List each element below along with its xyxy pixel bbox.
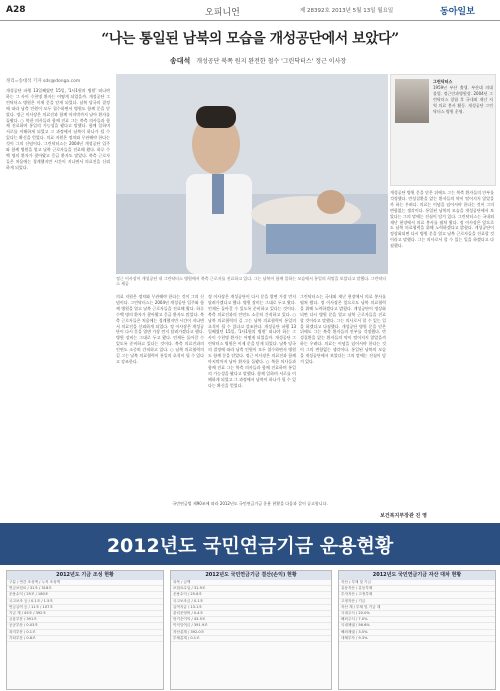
table-row: 기금 계 / 45조 / 392조 [7, 611, 163, 617]
article-column-2 [116, 294, 204, 496]
article-text: 의료 지원은 정치와 무관해야 한다는 것이 그의 신념이다. 그린닥터스는 2004년 개성공단 입주와 함께 병원을 열고 남북 근로자들을 진료해 왔다. 하루 수백 명의 환자가 찾아왔고 응급 환자도 많았다. 북측 근로자들은 처음에는 경계했지만 시간이 지나면서 의료진을 신뢰하게 되었다. [116, 294, 204, 329]
article-text: 개성공단 파행 13일째였던 15일, '1사1원의 병원' 떠나야 하는 그 사이 수천명 환자는 어떻게 되었을까. 개성공단 그린닥터스 병원은 이제 문을 닫게 되었다. 남북 당국의 결정에 따라 남측 인원이 모두 철수하면서 병원도 함께 문을 닫았다. 정근 이사장은 의료진과 함께 마지막까지 남아 환자를 돌봤다. ○ 북한 의사들과 함께 진료 그는 북측 의사들과 함께 진료하며 통일의 가능성을 봤다고 말했다. 함께 일하며 서로를 이해하게 되었고 그 과정에서 남북이 하나가 될 수 있다는 확신을 얻었다. [6, 88, 110, 141]
issue-info: 제 28392호 2013년 5월 13일 월요일 [300, 8, 394, 14]
table-row: 기타부문 / 0.8조 [7, 636, 163, 642]
banner-title: 2012년도 국민연금기금 운용현황 [106, 535, 394, 557]
table-row: 보험료수입 / 31.9조 [171, 586, 331, 592]
article-column-3 [208, 294, 296, 496]
table-row: 관리운영비 / 0.4조 [171, 611, 331, 617]
table-row: 과목 / 금액 [171, 580, 331, 586]
newspaper-logo: 동아일보 [440, 7, 475, 17]
reporter-credit: 정리=송대석 기자 sds@donga.com [6, 79, 81, 84]
table-row: 국내주식 / 20.0% [339, 611, 495, 617]
table-row: 금융부문 / 391조 [7, 617, 163, 623]
table-row: 대체투자 / 9.3% [339, 636, 495, 642]
photo-illustration [116, 74, 388, 274]
table-title: 2012년도 기금 조성 현황 [7, 571, 163, 580]
byline-name: 송대석 [170, 57, 191, 65]
table-row: 이익잉여금 / 391.9조 [171, 623, 331, 629]
table-row: 해외주식 / 7.0% [339, 617, 495, 623]
public-notice-text: 국민연금법 제90조에 따라 2012년도 국민연금기금 운용 현황을 다음과 같이 공고합니다. [172, 501, 328, 506]
table-row: 자산 / 부채 및 기금 [339, 580, 495, 586]
table-row: 국내채권 / 56.6% [339, 623, 495, 629]
table-row: 해외채권 / 3.5% [339, 630, 495, 636]
table-row: 자산 계 / 부채 및 기금 계 [339, 605, 495, 611]
table-row: 운용수익 / 25.6조 [171, 592, 331, 598]
notice-signer: 보건복지부장관 진 영 [380, 513, 427, 519]
article-text: 개성공단 병원 문을 닫은 뒤에도 그는 북측 환자들의 안부를 걱정했다. 만성질환을 앓는 환자들의 약이 떨어지지 않았을까 하는 우려다. 의료는 이념을 넘어서야 한다는 것이 그의 변함없는 생각이다. 통일된 남북의 모습을 개성공단에서 보았다는 그의 말에는 진심이 담겨 있다. [300, 323, 386, 364]
masthead [0, 0, 500, 21]
profile-text [433, 79, 493, 179]
table-row: 연금급여 등 / 11조 / 107조 [7, 605, 163, 611]
byline-subject: 개성공단 북쪽 원지 완전한 철수 '그린닥터스' 정근 이사장 [196, 58, 347, 65]
table-title: 2012년도 국민연금기금 결산(손익) 현황 [171, 571, 331, 580]
table-row: 유동자산 / 유동부채 [339, 586, 495, 592]
article-text: 개성공단 병원 문을 닫은 뒤에도 그는 북측 환자들의 안부를 걱정했다. 만성질환을 앓는 환자들의 약이 떨어지지 않았을까 하는 우려다. 의료는 이념을 넘어서야 한다는 것이 그의 변함없는 생각이다. 통일된 남북의 모습을 개성공단에서 보았다는 그의 말에는 진심이 담겨 있다. [390, 190, 494, 219]
interview-headline: “나는 통일된 남북의 모습을 개성공단에서 보았다” [101, 31, 399, 47]
profile-bio: 1959년 부산 출생. 부산대 의대 졸업. 정근안과병원장. 2004년 그린닥터스 창립 후 국내외 재난 지역 의료 봉사 활동. 개성공단 그린닥터스 병원 운영. [433, 84, 493, 114]
fund-table-1 [6, 570, 164, 690]
table-row: 구분 / 연간 조성액 / 누적 조성액 [7, 580, 163, 586]
table-row: 부채총계 / 0.1조 [171, 636, 331, 642]
table-row: 복지부문 / 0.1조 [7, 630, 163, 636]
article-text: 정 이사장은 개성공단이 다시 문을 열면 가장 먼저 달려가겠다고 했다. 병원 장비는 그대로 두고 왔다. 언제든 돌아갈 수 있도록 준비하고 있다는 것이다. 북측 의료진과의 인연도 소중히 간직하고 있다. ○ 남북 의료협력의 길 그는 남북 의료협력이 통일의 초석이 될 수 있다고 강조한다. [208, 294, 296, 329]
profile-box [390, 74, 496, 186]
table-row: 자산총계 / 392.0조 [171, 630, 331, 636]
table-row: 국고보조 등 / 0.1조 / 1.5조 [7, 599, 163, 605]
interview-photo [116, 74, 388, 274]
fund-table-3 [338, 570, 496, 690]
article-column-1 [6, 88, 110, 496]
byline [170, 56, 410, 66]
fund-report-banner [0, 523, 500, 565]
profile-title: 그린닥터스 [433, 79, 453, 84]
article-text: 그린닥터스는 국내외 재난 현장에서 의료 봉사를 펼쳐 왔다. 정 이사장은 앞으로도 남북 의료협력을 위해 노력하겠다고 밝혔다. 개성공단이 정상화되면 다시 병원 문을 열고 남북 근로자들을 진료할 것이라고 말했다. 그는 의사로서 할 수 있는 일을 하겠다고 다짐했다. [300, 294, 386, 329]
fund-table-2 [170, 570, 332, 690]
article-text: 그린닥터스는 국내외 재난 현장에서 의료 봉사를 펼쳐 왔다. 정 이사장은 앞으로도 남북 의료협력을 위해 노력하겠다고 밝혔다. 개성공단이 정상화되면 다시 병원 문을 열고 남북 근로자들을 진료할 것이라고 말했다. 그는 의사로서 할 수 있는 일을 하겠다고 다짐했다. [390, 213, 494, 249]
table-row: 급여지급 / 13.1조 [171, 605, 331, 611]
table-row: 연금보험료 / 31조 / 318조 [7, 586, 163, 592]
table-row: 당기순이익 / 43.5조 [171, 617, 331, 623]
table-title: 2012년도 국민연금기금 자산 대차 현황 [339, 571, 495, 580]
article-column-5 [390, 190, 494, 496]
table-row: 고정자산 / 기금 [339, 599, 495, 605]
article-text: 개성공단 파행 13일째였던 15일, '1사1원의 병원' 떠나야 하는 그 사이 수천명 환자는 어떻게 되었을까. 개성공단 그린닥터스 병원은 이제 문을 닫게 되었다. 남북 당국의 결정에 따라 남측 인원이 모두 철수하면서 병원도 함께 문을 닫았다. 정근 이사장은 의료진과 함께 마지막까지 남아 환자를 돌봤다. ○ 북한 의사들과 함께 진료 그는 북측 의사들과 함께 진료하며 통일의 가능성을 봤다고 말했다. 함께 일하며 서로를 이해하게 되었고 그 과정에서 남북이 하나가 될 수 있다는 확신을 얻었다. [208, 323, 296, 388]
page-number: A28 [6, 5, 26, 15]
photo-caption: 정근 이사장이 개성공단 내 그린닥터스 병원에서 북측 근로자를 진료하고 있다. 그는 남북이 함께 일하는 모습에서 통일의 희망을 보았다고 말했다. 그린닥터스 제공 [116, 276, 387, 286]
article-text: 정 이사장은 개성공단이 다시 문을 열면 가장 먼저 달려가겠다고 했다. 병원 장비는 그대로 두고 왔다. 언제든 돌아갈 수 있도록 준비하고 있다는 것이다. 북측 의료진과의 인연도 소중히 간직하고 있다. ○ 남북 의료협력의 길 그는 남북 의료협력이 통일의 초석이 될 수 있다고 강조한다. [116, 323, 204, 364]
table-row: 국고보조금 / 0.1조 [171, 599, 331, 605]
table-row: 운용수익 / 25조 / 180조 [7, 592, 163, 598]
section-name: 오피니언 [205, 8, 240, 18]
profile-photo [395, 79, 429, 123]
table-row: 투자자산 / 고정부채 [339, 592, 495, 598]
table-row: 공공부문 / 0.03조 [7, 623, 163, 629]
article-column-4 [300, 294, 386, 496]
article-text: 의료 지원은 정치와 무관해야 한다는 것이 그의 신념이다. 그린닥터스는 2004년 개성공단 입주와 함께 병원을 열고 남북 근로자들을 진료해 왔다. 하루 수백 명의 환자가 찾아왔고 응급 환자도 많았다. 북측 근로자들은 처음에는 경계했지만 시간이 지나면서 의료진을 신뢰하게 되었다. [6, 135, 110, 170]
